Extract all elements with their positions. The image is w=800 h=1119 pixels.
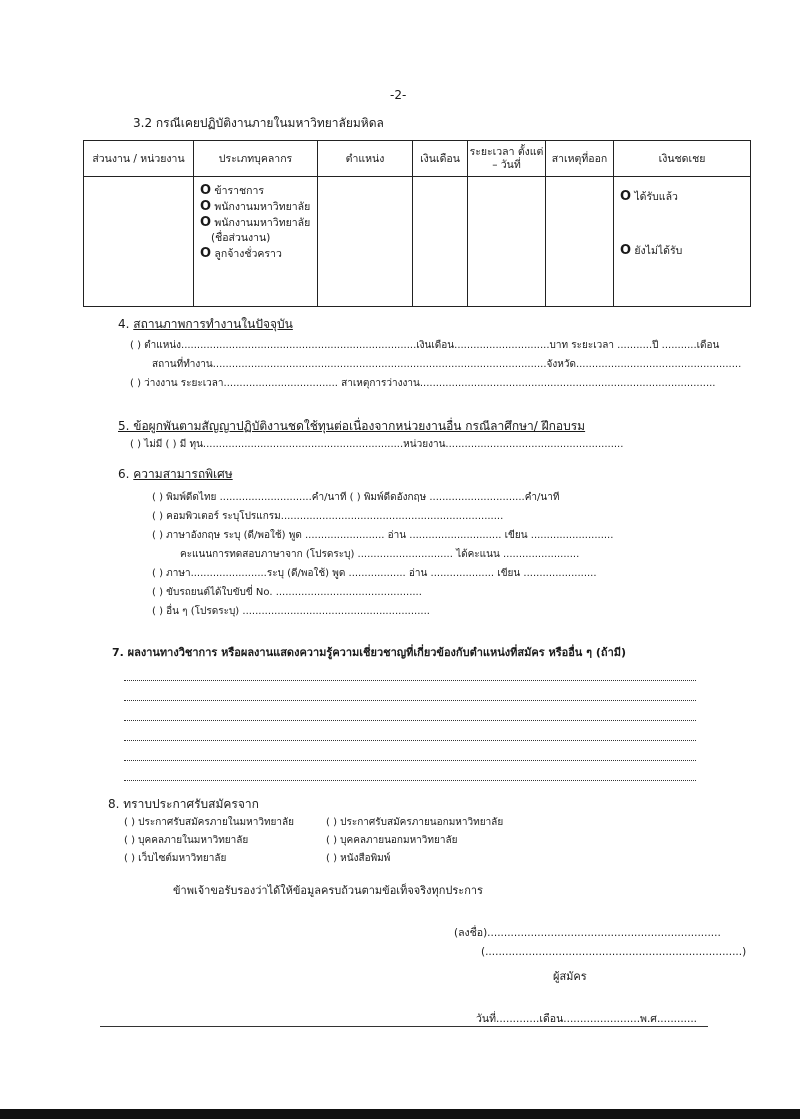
academic-work-line[interactable] — [124, 680, 696, 681]
unit-name-note: (ชื่อส่วนงาน) — [211, 232, 271, 244]
section-7-title: 7. ผลงานทางวิชาการ หรือผลงานแสดงความรู้ความเชี่ยวชาญที่เกี่ยวข้องกับตำแหน่งที่สมัคร หรืออื่น ๆ (ถ้ามี) — [112, 646, 627, 659]
source-option-internal-announcement[interactable]: ( ) ประกาศรับสมัครภายในมหาวิทยาลัย — [124, 817, 294, 828]
col-header-reason: สาเหตุที่ออก — [546, 141, 614, 177]
col-header-period: ระยะเวลา ตั้งแต่ – วันที่ — [468, 141, 546, 177]
scan-border — [0, 1109, 800, 1119]
skill-english[interactable]: ( ) ภาษาอังกฤษ ระบุ (ดี/พอใช้) พูด ......................... อ่าน ............................. เขียน .......................... — [152, 530, 614, 541]
personnel-option[interactable]: O ข้าราชการ — [200, 183, 265, 198]
circle-checkbox[interactable]: O — [620, 243, 632, 258]
position-cell[interactable] — [318, 177, 413, 307]
reason-cell[interactable] — [546, 177, 614, 307]
unit-cell[interactable] — [84, 177, 194, 307]
personnel-option[interactable]: O พนักงานมหาวิทยาลัย — [200, 199, 311, 214]
compensation-cell — [614, 177, 751, 307]
section-5-title: 5. ข้อผูกพันตามสัญญาปฏิบัติงานชดใช้ทุนต่อเนื่องจากหน่วยงานอื่น กรณีลาศึกษา/ ฝึกอบรม — [118, 419, 586, 433]
workplace-line[interactable]: สถานที่ทำงาน.........................................................................................................จังหวัด.................................................... — [152, 359, 742, 370]
table-row — [84, 177, 751, 307]
obligation-line[interactable]: ( ) ไม่มี ( ) มี ทุน...............................................................หน่วยงาน........................................................ — [130, 439, 624, 450]
page-number: -2- — [390, 88, 407, 102]
skill-other-language[interactable]: ( ) ภาษา........................ระบุ (ดี/พอใช้) พูด .................. อ่าน .................... เขียน ....................... — [152, 568, 597, 579]
academic-work-line[interactable] — [124, 740, 696, 741]
source-option-newspaper[interactable]: ( ) หนังสือพิมพ์ — [326, 853, 391, 864]
col-header-personnel-type: ประเภทบุคลากร — [194, 141, 318, 177]
date-line[interactable]: วันที่.............เดือน.......................พ.ศ............ — [476, 1013, 698, 1025]
compensation-option-not-received[interactable]: O ยังไม่ได้รับ — [620, 243, 683, 258]
col-header-salary: เงินเดือน — [413, 141, 468, 177]
printed-name-line[interactable]: (.............................................................................) — [481, 946, 747, 958]
col-header-compensation: เงินชดเชย — [614, 141, 751, 177]
compensation-option-received[interactable]: O ได้รับแล้ว — [620, 189, 678, 204]
col-header-position: ตำแหน่ง — [318, 141, 413, 177]
personnel-option[interactable]: O พนักงานมหาวิทยาลัย — [200, 215, 311, 230]
salary-cell[interactable] — [413, 177, 468, 307]
skill-thai-typing[interactable]: ( ) พิมพ์ดีดไทย .............................คำ/นาที ( ) พิมพ์ดีดอังกฤษ ..............................คำ/นาที — [152, 492, 560, 503]
circle-checkbox[interactable]: O — [200, 215, 212, 230]
col-header-unit: ส่วนงาน / หน่วยงาน — [84, 141, 194, 177]
academic-work-line[interactable] — [124, 700, 696, 701]
section-6-title: 6. ความสามารถพิเศษ — [118, 467, 233, 481]
source-option-external-announcement[interactable]: ( ) ประกาศรับสมัครภายนอกมหาวิทยาลัย — [326, 817, 504, 828]
circle-checkbox[interactable]: O — [200, 199, 212, 214]
signature-line[interactable]: (ลงชื่อ)...................................................................... — [454, 927, 721, 939]
skill-computer[interactable]: ( ) คอมพิวเตอร์ ระบุโปรแกรม...................................................................... — [152, 511, 504, 522]
academic-work-line[interactable] — [124, 760, 696, 761]
unemployed-line[interactable]: ( ) ว่างงาน ระยะเวลา.................................... สาเหตุการว่างงาน............................................................................................. — [130, 378, 716, 389]
skill-driving-license[interactable]: ( ) ขับรถยนต์ได้ใบขับขี่ No. .............................................. — [152, 587, 422, 598]
skill-english-test-score[interactable]: คะแนนการทดสอบภาษาจาก (โปรดระบุ) .............................. ได้คะแนน ........................ — [180, 549, 580, 560]
section-3-2-title: 3.2 กรณีเคยปฏิบัติงานภายในมหาวิทยาลัยมหิดล — [133, 116, 384, 130]
bottom-rule — [100, 1026, 708, 1027]
circle-checkbox[interactable]: O — [200, 246, 212, 261]
section-4-title: 4. สถานภาพการทำงานในปัจจุบัน — [118, 317, 293, 331]
source-option-website[interactable]: ( ) เว็บไซต์มหาวิทยาลัย — [124, 853, 227, 864]
circle-checkbox[interactable]: O — [200, 183, 212, 198]
applicant-label: ผู้สมัคร — [553, 970, 587, 983]
circle-checkbox[interactable]: O — [620, 189, 632, 204]
source-option-external-person[interactable]: ( ) บุคคลภายนอกมหาวิทยาลัย — [326, 835, 458, 846]
employment-history-table — [83, 140, 751, 307]
section-8-title: 8. ทราบประกาศรับสมัครจาก — [108, 797, 259, 811]
academic-work-line[interactable] — [124, 780, 696, 781]
academic-work-line[interactable] — [124, 720, 696, 721]
personnel-option[interactable]: O ลูกจ้างชั่วคราว — [200, 246, 282, 261]
period-cell[interactable] — [468, 177, 546, 307]
certification-statement: ข้าพเจ้าขอรับรองว่าได้ให้ข้อมูลครบถ้วนตามข้อเท็จจริงทุกประการ — [173, 884, 483, 897]
personnel-type-cell — [194, 177, 318, 307]
skill-other[interactable]: ( ) อื่น ๆ (โปรดระบุ) ........................................................... — [152, 606, 430, 617]
current-position-line[interactable]: ( ) ตำแหน่ง..........................................................................เงินเดือน..............................บาท ระยะเวลา ...........ปี ...........เดือน — [130, 340, 720, 351]
source-option-internal-person[interactable]: ( ) บุคคลภายในมหาวิทยาลัย — [124, 835, 249, 846]
